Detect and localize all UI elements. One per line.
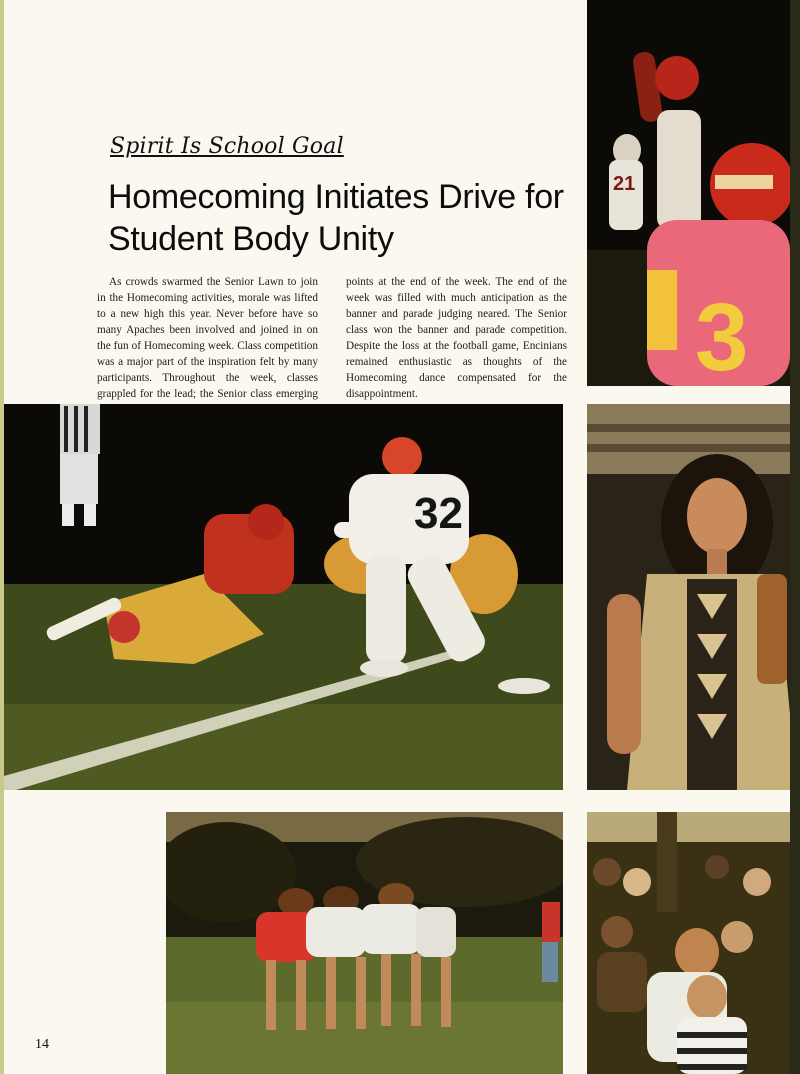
runner-number: 32 <box>414 489 463 538</box>
photo-football-tackle <box>4 404 563 790</box>
body-column-2: points at the end of the week. The end of the week was filled with much anticipation as the banner and parade judging neared. The Senior class won the banner and parade competition. Despite the loss at the football game, Encinians remained enthusiastic as thoughts of the Homecoming dance compensated for the disappointment. <box>346 276 567 400</box>
background-player-number: 21 <box>613 173 636 195</box>
sideline-player-number: 3 <box>695 284 749 386</box>
photo-cheerleaders-huddle <box>166 812 563 1074</box>
photo-crowd-on-lawn <box>587 812 790 1074</box>
photo-sideline-players <box>587 0 790 386</box>
body-column-1: As crowds swarmed the Senior Lawn to join in the Homecoming activities, morale was lifted to a new high this year. Never before have so many Apaches been involved and joined in on the fun of Homecoming week. Class competition was a major part of the inspiration felt by many participants. Throughout the week, classes grappled for the lead; the Senior class emerging <box>97 276 318 400</box>
page-edge-right <box>790 0 800 1074</box>
page-number: 14 <box>35 1037 49 1052</box>
photo-girl-knit-dress <box>587 404 790 790</box>
kicker: Spirit Is School Goal <box>110 134 344 159</box>
headline: Homecoming Initiates Drive for Student Body Unity <box>108 178 564 258</box>
